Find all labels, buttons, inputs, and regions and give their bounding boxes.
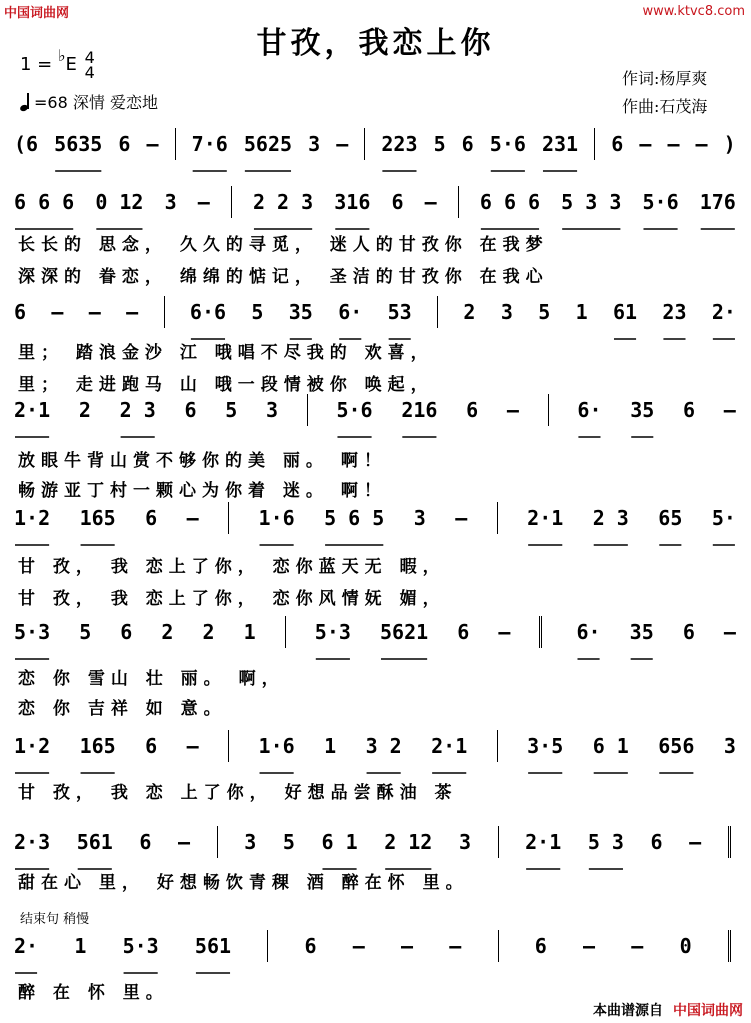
note-group: 6 <box>683 398 696 422</box>
barline <box>267 930 268 962</box>
barline <box>228 730 229 762</box>
note-group: – <box>186 734 199 758</box>
note-group: – <box>455 506 468 530</box>
note-group: 65 <box>658 506 683 530</box>
lyric-line: 里； 走进跑马 山 哦一段情被你 唤起， <box>18 375 434 395</box>
note-group: 1 <box>243 620 256 644</box>
lyric-line: 醉 在 怀 里。 <box>18 983 169 1003</box>
barline <box>228 502 229 534</box>
note-group: 3 <box>244 830 257 854</box>
lyric-line: 深深的 眷恋， 绵绵的惦记， 圣洁的甘孜你 在我心 <box>18 267 549 287</box>
note-group: 23 <box>662 300 687 324</box>
note-group: 1·2 <box>14 506 51 530</box>
beam-underline <box>14 426 736 432</box>
key-note: E <box>65 54 77 75</box>
note-group: – <box>498 620 511 644</box>
lyric-line: 长长的 思念， 久久的寻觅， 迷人的甘孜你 在我梦 <box>18 235 549 255</box>
note-group: 35 <box>629 620 654 644</box>
barline <box>498 826 499 858</box>
note-group: 223 <box>381 132 418 156</box>
source-credit <box>593 1000 743 1020</box>
note-group: 6 <box>682 620 695 644</box>
beam-underline <box>14 534 736 540</box>
note-group: 2 <box>161 620 174 644</box>
note-group: ) <box>723 132 736 156</box>
beam-lines <box>14 543 736 549</box>
barline <box>458 186 459 218</box>
barline <box>231 186 232 218</box>
note-group: (6 <box>14 132 39 156</box>
repeat-barline <box>728 930 736 962</box>
note-group: 5 <box>79 620 92 644</box>
beam-underline <box>14 858 736 864</box>
flat-sign: ♭ <box>58 46 66 65</box>
note-group: 5·3 <box>122 934 159 958</box>
note-group: 316 <box>334 190 371 214</box>
quarter-note-icon <box>20 93 30 111</box>
note-group: – <box>51 300 64 324</box>
note-group: 2 12 <box>384 830 433 854</box>
note-group: 2· <box>711 300 736 324</box>
note-group: – <box>197 190 210 214</box>
note-group: 5 <box>282 830 295 854</box>
barline <box>437 296 438 328</box>
note-group: 5 <box>225 398 238 422</box>
note-group: 0 12 <box>95 190 144 214</box>
lyric-line: 甘 孜， 我 恋上了你， 恋你风情妩 媚， <box>18 589 446 609</box>
lyric-line: 恋 你 吉祥 如 意。 <box>18 699 227 719</box>
note-group: 6 <box>461 132 474 156</box>
lyric-line: 畅游亚丁村一颗心为你着 迷。 啊！ <box>18 481 387 501</box>
watermark-right: www.ktvc8.com <box>642 4 745 19</box>
note-group: 5 3 3 <box>561 190 622 214</box>
note-group: 6 <box>14 300 27 324</box>
source-credit-site: 中国词曲网 <box>673 1003 743 1019</box>
beam-lines <box>14 435 736 441</box>
note-group: 6 <box>145 734 158 758</box>
key-signature <box>20 46 95 82</box>
song-title: 甘孜，我恋上你 <box>256 26 495 61</box>
note-group: 61 <box>612 300 638 324</box>
note-group: 5 3 <box>587 830 624 854</box>
lyric-line: 恋 你 雪山 壮 丽。 啊， <box>18 669 285 689</box>
note-group: 165 <box>79 506 116 530</box>
key-prefix: 1 = <box>20 54 53 75</box>
barline <box>175 128 176 160</box>
beam-underline <box>14 962 736 968</box>
note-group: 5 <box>251 300 264 324</box>
note-group: – <box>695 132 708 156</box>
note-group: 3 <box>723 734 736 758</box>
note-group: 5· <box>711 506 736 530</box>
note-group: 6 <box>391 190 404 214</box>
beam-underline <box>14 648 736 654</box>
beam-lines <box>14 169 736 175</box>
beam-lines <box>14 771 736 777</box>
note-group: – <box>352 934 365 958</box>
note-group: 6· <box>338 300 363 324</box>
note-group: 561 <box>76 830 113 854</box>
note-group: 5635 <box>54 132 103 156</box>
notation-line <box>14 184 736 220</box>
repeat-barline <box>728 826 736 858</box>
note-group: 7·6 <box>191 132 228 156</box>
lyric-line: 甘 孜， 我 恋 上了你， 好想品尝酥油 茶 <box>18 783 458 803</box>
note-group: 2·1 <box>14 398 51 422</box>
note-group: 5 6 5 <box>324 506 385 530</box>
barline <box>217 826 218 858</box>
beam-lines <box>14 971 736 977</box>
notation-line <box>14 126 736 162</box>
note-group: 2·3 <box>14 830 51 854</box>
beam-underline <box>14 218 736 224</box>
note-group: 6·6 <box>189 300 227 324</box>
note-group: – <box>631 934 644 958</box>
note-group: – <box>506 398 519 422</box>
note-group: 6 1 <box>321 830 358 854</box>
note-group: – <box>146 132 159 156</box>
note-group: 2 3 <box>119 398 156 422</box>
note-group: 6 <box>611 132 624 156</box>
note-group: – <box>424 190 437 214</box>
note-group: 0 <box>679 934 692 958</box>
note-group: 3 2 <box>365 734 402 758</box>
note-group: – <box>723 398 736 422</box>
note-group: 5·6 <box>336 398 373 422</box>
watermark-left: 中国词曲网 <box>4 6 70 21</box>
lyricist-credit: 作词:杨厚爽 <box>622 69 708 88</box>
note-group: 6 <box>145 506 158 530</box>
beam-underline <box>14 328 736 334</box>
note-group: 2 <box>202 620 215 644</box>
note-group: 1·2 <box>14 734 51 758</box>
note-group: 2 <box>463 300 476 324</box>
note-group: 6 <box>304 934 317 958</box>
note-group: – <box>667 132 680 156</box>
note-group: 3 <box>413 506 426 530</box>
note-group: 3·5 <box>527 734 564 758</box>
note-group: 231 <box>541 132 579 156</box>
note-group: 6· <box>576 620 601 644</box>
note-group: 6 <box>534 934 547 958</box>
time-denominator: 4 <box>84 63 95 82</box>
note-group: 1 <box>575 300 588 324</box>
time-signature <box>85 50 95 80</box>
note-group: 5625 <box>243 132 293 156</box>
ending-note: 结束句 稍慢 <box>20 912 90 927</box>
note-group: 176 <box>699 190 736 214</box>
note-group: – <box>639 132 652 156</box>
note-group: 2 3 <box>592 506 629 530</box>
note-group: 656 <box>658 734 695 758</box>
note-group: – <box>583 934 596 958</box>
barline <box>364 128 365 160</box>
notation-line <box>14 392 736 428</box>
note-group: 2·1 <box>527 506 564 530</box>
note-group: 165 <box>79 734 116 758</box>
note-group: 2·1 <box>525 830 562 854</box>
note-group: 5·3 <box>314 620 351 644</box>
note-group: 216 <box>401 398 438 422</box>
note-group: 5 <box>538 300 551 324</box>
note-group: 6 6 6 <box>479 190 541 214</box>
beam-underline <box>14 160 736 166</box>
note-group: 3 <box>164 190 177 214</box>
barline <box>548 394 549 426</box>
note-group: 6 <box>120 620 133 644</box>
note-group: 561 <box>194 934 232 958</box>
note-group: – <box>126 300 139 324</box>
notation-line <box>14 824 736 860</box>
note-group: – <box>178 830 191 854</box>
repeat-barline <box>539 616 547 648</box>
beam-lines <box>14 657 736 663</box>
note-group: – <box>88 300 101 324</box>
note-group: 5621 <box>379 620 429 644</box>
note-group: 6· <box>577 398 602 422</box>
note-group: 6 <box>118 132 131 156</box>
note-group: – <box>689 830 702 854</box>
barline <box>497 730 498 762</box>
note-group: 35 <box>288 300 313 324</box>
note-group: 6 <box>139 830 152 854</box>
note-group: 3 <box>308 132 321 156</box>
composer-credit: 作曲:石茂海 <box>622 97 708 116</box>
note-group: 6 6 6 <box>14 190 75 214</box>
note-group: 1 <box>74 934 87 958</box>
note-group: 5·6 <box>489 132 526 156</box>
lyric-line: 里； 踏浪金沙 江 哦唱不尽我的 欢喜， <box>18 343 434 363</box>
source-credit-text: 本曲谱源自 <box>593 1003 663 1019</box>
note-group: 3 <box>265 398 279 422</box>
note-group: – <box>186 506 199 530</box>
beam-underline <box>14 762 736 768</box>
note-group: 3 <box>500 300 513 324</box>
barline <box>285 616 286 648</box>
note-group: 5 <box>433 132 446 156</box>
barline <box>594 128 595 160</box>
note-group: 2· <box>14 934 39 958</box>
lyric-line: 放眼牛背山赏不够你的美 丽。 啊！ <box>18 451 387 471</box>
tempo-marking <box>20 90 158 113</box>
note-group: 6 1 <box>592 734 629 758</box>
barline <box>164 296 165 328</box>
note-group: 2 <box>78 398 91 422</box>
notation-line <box>14 294 736 330</box>
note-group: 5·6 <box>642 190 679 214</box>
barline <box>497 502 498 534</box>
tempo-text: =68 深情 爱恋地 <box>34 93 158 112</box>
note-group: 3 <box>458 830 471 854</box>
notation-line <box>14 614 736 650</box>
time-numerator: 4 <box>84 48 95 67</box>
lyric-line: 甜在心 里， 好想畅饮青稞 酒 醉在怀 里。 <box>18 873 469 893</box>
note-group: 6 <box>457 620 470 644</box>
barline <box>307 394 308 426</box>
note-group: 6 <box>184 398 197 422</box>
note-group: 1·6 <box>258 734 295 758</box>
notation-line <box>14 928 736 964</box>
note-group: 1·6 <box>258 506 295 530</box>
note-group: 2 2 3 <box>252 190 314 214</box>
note-group: – <box>336 132 349 156</box>
note-group: 6 <box>466 398 479 422</box>
note-group: – <box>449 934 462 958</box>
notation-line <box>14 500 736 536</box>
barline <box>498 930 499 962</box>
note-group: 2·1 <box>431 734 468 758</box>
note-group: 5·3 <box>14 620 51 644</box>
note-group: 35 <box>630 398 655 422</box>
notation-line <box>14 728 736 764</box>
note-group: – <box>401 934 414 958</box>
note-group: – <box>723 620 736 644</box>
note-group: 53 <box>387 300 412 324</box>
lyric-line: 甘 孜， 我 恋上了你， 恋你蓝天无 暇， <box>18 557 446 577</box>
note-group: 1 <box>324 734 337 758</box>
note-group: 6 <box>650 830 663 854</box>
